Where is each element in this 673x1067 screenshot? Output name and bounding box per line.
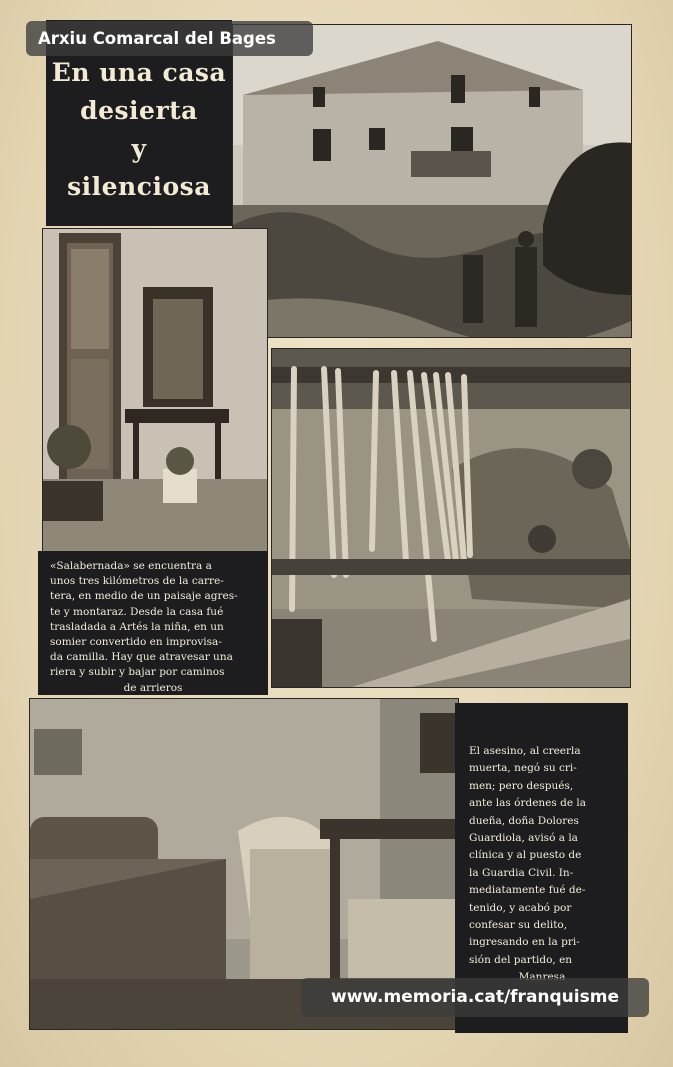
photo-farmhouse (232, 24, 632, 338)
headline-line-2: desierta (80, 96, 198, 125)
caption-salabernada (38, 551, 268, 695)
headline-line-1: En una casa (51, 58, 227, 87)
archive-watermark: Arxiu Comarcal del Bages (26, 21, 313, 56)
caption-right-line: Guardiola, avisó a la (469, 832, 578, 845)
caption-right-line: ante las órdenes de la (469, 797, 587, 810)
caption-left-line: tera, en medio de un paisaje agres- (50, 590, 238, 603)
caption-right-line: dueña, doña Dolores (469, 814, 579, 827)
site-watermark: www.memoria.cat/franquisme (301, 978, 649, 1017)
caption-right-line: confesar su delito, (469, 919, 568, 932)
caption-right-line: sión del partido, en (469, 953, 573, 966)
interior-image (43, 229, 267, 551)
caption-left-last-line: de arrieros (123, 681, 183, 694)
caption-left-line: te y montaraz. Desde la casa fué (50, 605, 224, 618)
caption-right-line: men; pero después, (469, 779, 574, 792)
caption-right-line: clínica y al puesto de (469, 849, 582, 862)
headline-line-3: y (131, 134, 147, 163)
headline-line-4: silenciosa (67, 172, 211, 201)
caption-right-line: muerta, negó su cri- (469, 762, 577, 775)
caption-left-line: somier convertido en improvisa- (50, 636, 222, 649)
caption-left-line: «Salabernada» se encuentra a (50, 560, 212, 572)
farmhouse-image (233, 25, 631, 337)
photo-tools-wall (271, 348, 631, 688)
caption-left-line: riera y subir y bajar por caminos (50, 666, 225, 679)
caption-right-line: El asesino, al creerla (469, 745, 581, 757)
tools-image (272, 349, 630, 687)
caption-right-line: la Guardia Civil. In- (469, 866, 574, 879)
caption-left-line: da camilla. Hay que atravesar una (50, 651, 233, 664)
photo-interior-shrine (42, 228, 268, 552)
caption-left-line: unos tres kilómetros de la carre- (50, 575, 224, 588)
caption-right-line: tenido, y acabó por (469, 901, 572, 914)
caption-right-line: mediatamente fué de- (469, 884, 586, 897)
caption-left-line: trasladada a Artés la niña, en un (50, 620, 224, 633)
caption-right-line: ingresando en la pri- (469, 936, 580, 949)
